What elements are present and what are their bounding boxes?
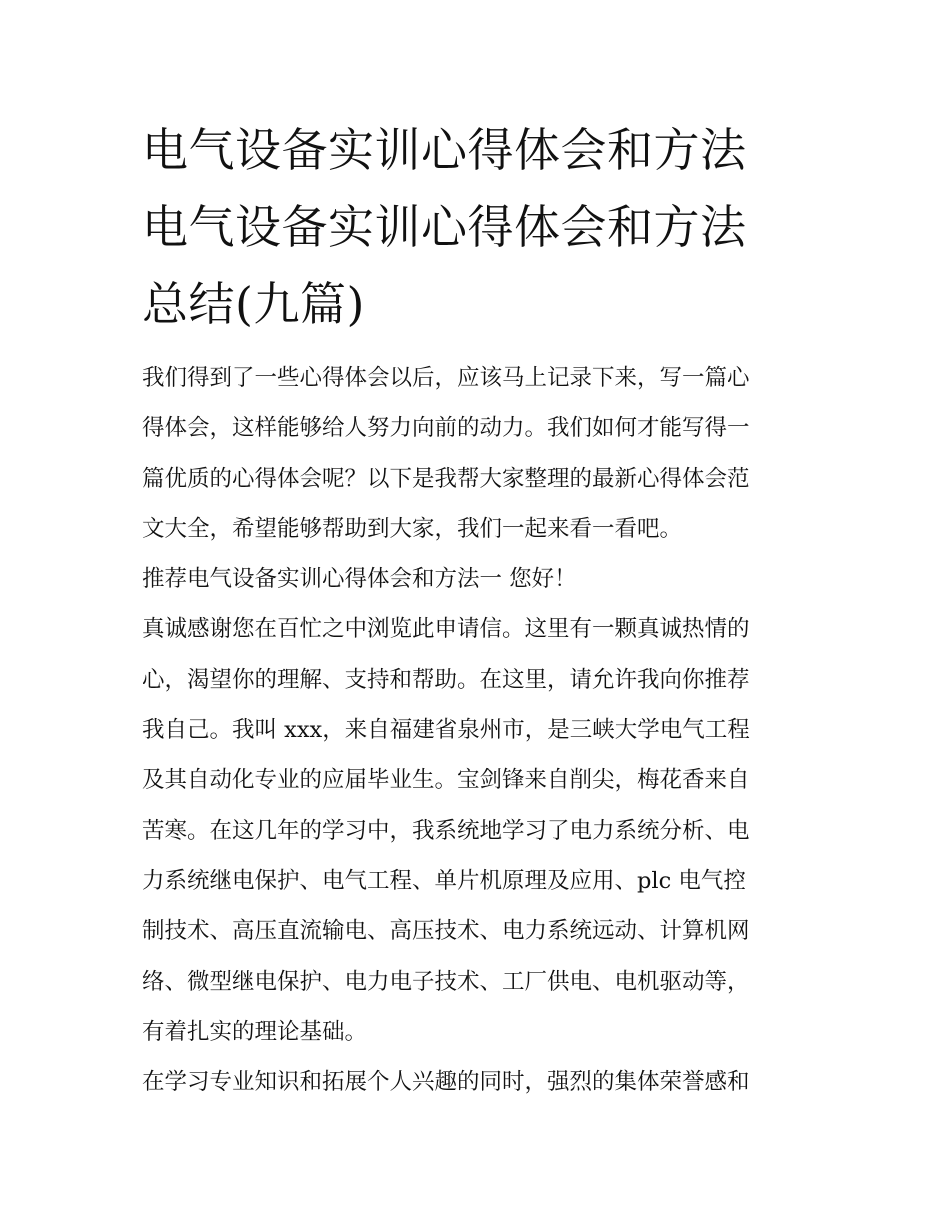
body-line-intro-2: 得体会，这样能够给人努力向前的动力。我们如何才能写得一 [142, 415, 750, 442]
body-line-intro-3: 篇优质的心得体会呢？以下是我帮大家整理的最新心得体会范 [142, 465, 750, 492]
body-line-intro-1: 我们得到了一些心得体会以后，应该马上记录下来，写一篇心 [142, 365, 750, 391]
document-title [142, 112, 832, 343]
body-line-para-7: 制技术、高压直流输电、高压技术、电力系统远动、计算机网 [142, 918, 750, 945]
body-line-para-9: 有着扎实的理论基础。 [142, 1018, 368, 1045]
body-line-para-2: 心，渴望你的理解、支持和帮助。在这里，请允许我向你推荐 [142, 666, 750, 693]
title-line-1: 电气设备实训心得体会和方法 [142, 123, 747, 177]
body-line-para-8: 络、微型继电保护、电力电子技术、工厂供电、电机驱动等， [142, 968, 750, 995]
body-line-para-10: 在学习专业知识和拓展个人兴趣的同时，强烈的集体荣誉感和 [142, 1069, 750, 1096]
title-line-2: 电气设备实训心得体会和方法 [142, 200, 747, 254]
document-body [142, 353, 822, 1107]
body-line-para-1: 真诚感谢您在百忙之中浏览此申请信。这里有一颗真诚热情的 [142, 616, 750, 643]
body-line-para-6: 力系统继电保护、电气工程、单片机原理及应用、plc 电气控 [142, 867, 746, 894]
body-line-para-3: 我自己。我叫 xxx，来自福建省泉州市，是三峡大学电气工程 [142, 717, 750, 744]
body-line-para-5: 苦寒。在这几年的学习中，我系统地学习了电力系统分析、电 [142, 817, 750, 844]
body-line-intro-4: 文大全，希望能够帮助到大家，我们一起来看一看吧。 [142, 515, 683, 542]
title-line-3: 总结(九篇) [142, 277, 365, 331]
body-line-para-4: 及其自动化专业的应届毕业生。宝剑锋来自削尖，梅花香来自 [142, 767, 750, 794]
section-heading: 推荐电气设备实训心得体会和方法一 您好！ [142, 566, 577, 593]
